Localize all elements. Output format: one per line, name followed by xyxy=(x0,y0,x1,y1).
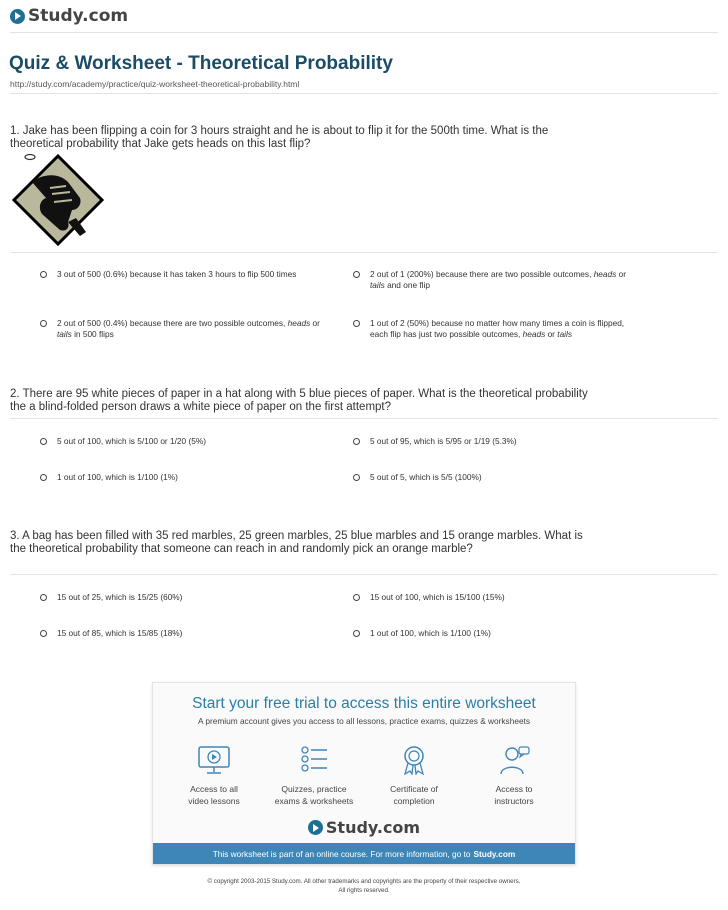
radio-button[interactable] xyxy=(353,271,360,278)
page-url: http://study.com/academy/practice/quiz-worksheet-theoretical-probability.html xyxy=(10,79,300,89)
promo-logo[interactable] xyxy=(153,818,575,837)
feature-quizzes xyxy=(264,745,364,807)
q2-option-c[interactable] xyxy=(40,472,325,483)
play-logo-icon xyxy=(10,9,25,24)
q1-option-d[interactable] xyxy=(353,318,638,340)
question-2-divider xyxy=(10,418,718,419)
option-text: 2 out of 1 (200%) because there are two possible outcomes, heads or tails and one flip xyxy=(370,269,626,290)
option-text: 15 out of 85, which is 15/85 (18%) xyxy=(57,628,183,638)
promo-subtitle: A premium account gives you access to all lessons, practice exams, quizzes & worksheets xyxy=(197,716,531,726)
feature-video-lessons xyxy=(164,745,264,807)
q2-option-d[interactable] xyxy=(353,472,638,483)
question-3-divider xyxy=(10,574,718,575)
q2-option-b[interactable] xyxy=(353,436,638,447)
study-logo[interactable] xyxy=(10,6,128,26)
radio-button[interactable] xyxy=(353,438,360,445)
certificate-icon xyxy=(397,745,431,775)
title-divider xyxy=(10,93,718,94)
question-3-text: 3. A bag has been filled with 35 red marbles, 25 green marbles, 25 blue marbles and 15 orange marbles. What is the theoretical probability that someone can reach in and randomly pick an orange marble? xyxy=(10,530,583,555)
promo-info-bar xyxy=(153,843,575,864)
q3-option-c[interactable] xyxy=(40,628,325,639)
radio-button[interactable] xyxy=(40,320,47,327)
radio-button[interactable] xyxy=(353,594,360,601)
feature-label: Certificate of completion xyxy=(390,784,438,806)
feature-instructors xyxy=(464,745,564,807)
header-divider xyxy=(10,32,718,33)
copyright-footer xyxy=(0,877,728,895)
q3-option-a[interactable] xyxy=(40,592,325,603)
promo-title[interactable]: Start your free trial to access this entire worksheet xyxy=(192,695,536,712)
coin-flip-icon xyxy=(10,152,106,248)
promo-bar-text: This worksheet is part of an online course. For more information, go to xyxy=(212,848,471,859)
q1-option-a[interactable] xyxy=(40,269,325,280)
q1-option-c[interactable] xyxy=(40,318,325,340)
option-text: 5 out of 100, which is 5/100 or 1/20 (5%) xyxy=(57,436,206,446)
q1-option-b[interactable] xyxy=(353,269,638,291)
feature-certificate xyxy=(364,745,464,807)
feature-label: Access to all video lessons xyxy=(188,784,240,806)
page-title: Quiz & Worksheet - Theoretical Probability xyxy=(9,53,393,74)
question-1-text: 1. Jake has been flipping a coin for 3 hours straight and he is about to flip it for the 500th time. What is the theoretical probability that Jake gets heads on this last flip? xyxy=(10,125,549,150)
radio-button[interactable] xyxy=(353,630,360,637)
feature-label: Access to instructors xyxy=(494,784,534,806)
promo-logo-text: Study.com xyxy=(325,818,421,837)
feature-label: Quizzes, practice exams & worksheets xyxy=(274,784,354,806)
option-text: 3 out of 500 (0.6%) because it has taken 3 hours to flip 500 times xyxy=(57,269,297,279)
quiz-list-icon xyxy=(297,745,331,775)
option-text: 1 out of 100, which is 1/100 (1%) xyxy=(57,472,178,482)
option-text: 5 out of 95, which is 5/95 or 1/19 (5.3%) xyxy=(370,436,517,446)
play-logo-icon xyxy=(308,820,323,835)
q3-option-b[interactable] xyxy=(353,592,638,603)
option-text: 1 out of 100, which is 1/100 (1%) xyxy=(370,628,491,638)
promo-bar-link[interactable]: Study.com xyxy=(473,848,516,859)
radio-button[interactable] xyxy=(40,594,47,601)
radio-button[interactable] xyxy=(40,271,47,278)
radio-button[interactable] xyxy=(40,438,47,445)
option-text: 2 out of 500 (0.4%) because there are two possible outcomes, heads or tails in 500 flips xyxy=(57,318,320,339)
radio-button[interactable] xyxy=(353,474,360,481)
option-text: 15 out of 25, which is 15/25 (60%) xyxy=(57,592,183,602)
option-text: 1 out of 2 (50%) because no matter how many times a coin is flipped, each flip has just two possible outcomes, heads or tails xyxy=(370,318,625,339)
free-trial-promo xyxy=(152,682,576,865)
question-2-text: 2. There are 95 white pieces of paper in a hat along with 5 blue pieces of paper. What is the theoretical probability the a blind-folded person draws a white piece of paper on the first attempt? xyxy=(10,388,588,413)
question-1-divider xyxy=(10,252,718,253)
radio-button[interactable] xyxy=(40,630,47,637)
rights-line: All rights reserved. xyxy=(338,887,390,894)
radio-button[interactable] xyxy=(353,320,360,327)
copyright-line: © copyright 2003-2015 Study.com. All other trademarks and copyrights are the property of their respective owners. xyxy=(207,878,521,885)
option-text: 15 out of 100, which is 15/100 (15%) xyxy=(370,592,505,602)
instructors-icon xyxy=(497,745,531,775)
radio-button[interactable] xyxy=(40,474,47,481)
video-lesson-icon xyxy=(197,745,231,775)
option-text: 5 out of 5, which is 5/5 (100%) xyxy=(370,472,482,482)
logo-text: Study.com xyxy=(28,6,129,26)
q2-option-a[interactable] xyxy=(40,436,325,447)
q3-option-d[interactable] xyxy=(353,628,638,639)
